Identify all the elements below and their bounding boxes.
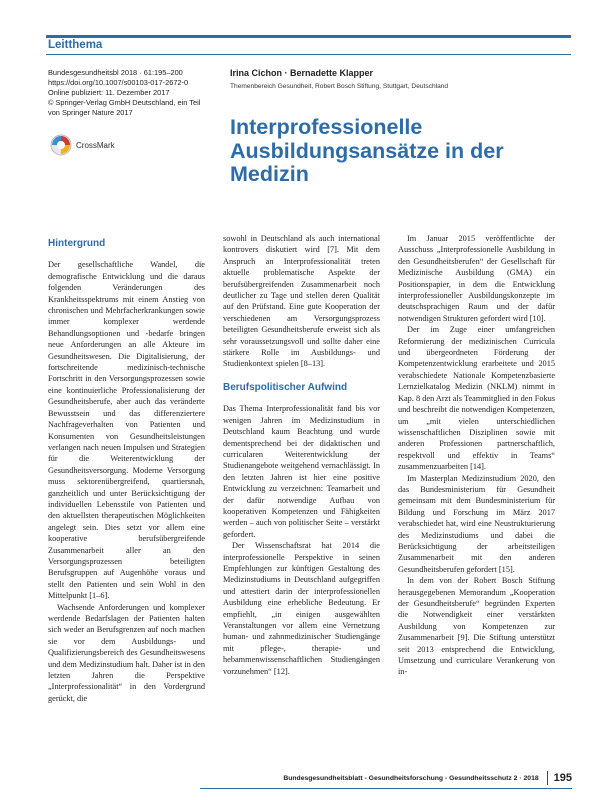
paragraph: Im Masterplan Medizinstudium 2020, den das Bundesministerium für Gesundheit gemeinsam mit dem Bundesministerium für Bildung und Forschung im März 2017 verabschiedet hat, wird eine Neustrukturierung des Medizinstudiums und dabei die Berücksichtigung der arbeitsteiligen Zusammenarbeit mit den anderen Gesundheitsberufen gefordert [15]. — [398, 473, 555, 574]
meta-doi-link[interactable]: https://doi.org/10.1007/s00103-017-2672-0 — [48, 78, 189, 87]
page-footer — [200, 771, 572, 785]
article-title: Interprofessionelle Ausbildungsansätze in der Medizin — [230, 115, 504, 186]
footer-separator — [547, 771, 548, 785]
meta-citation: Bundesgesundheitsbl 2018 · 61:195–200 — [48, 68, 183, 77]
footer-journal: Bundesgesundheitsblatt - Gesundheitsforschung - Gesundheitsschutz 2 · 2018 — [283, 774, 539, 782]
paragraph: In dem von der Robert Bosch Stiftung herausgegebenen Memorandum „Kooperation der Gesundheitsberufe“ begründen Experten die Notwendigkeit einer verstärkten Ausbildung von Kompetenzen zur Zusammenarbeit [9]. Die Stiftung unterstützt seit 2013 entsprechend die Entwicklung, Umsetzung und curriculare Verankerung von in- — [398, 576, 555, 677]
paragraph: Im Januar 2015 veröffentlichte der Ausschuss „Interprofessionelle Ausbildung in den Gesundheitsberufen“ der Gesellschaft für Medizinische Ausbildung (GMA) ein Positionspapier, in dem die Entwicklung interprofessioneller Ausbildungskonzepte im deutschsprachigen Raum und der dafür notwendigen Strukturen gefordert wird [10]. — [398, 234, 555, 323]
section-label: Leitthema — [48, 39, 103, 51]
meta-copyright-cont: von Springer Nature 2017 — [48, 108, 133, 117]
meta-copyright: © Springer-Verlag GmbH Deutschland, ein Teil — [48, 98, 201, 107]
text-column-3 — [398, 233, 555, 678]
page-number: 195 — [553, 772, 572, 784]
meta-published: Online publiziert: 11. Dezember 2017 — [48, 88, 170, 97]
header-rule — [46, 54, 571, 55]
crossmark-icon — [50, 134, 72, 156]
affiliation: Themenbereich Gesundheit, Robert Bosch Stiftung, Stuttgart, Deutschland — [230, 83, 449, 90]
authors: Irina Cichon · Bernadette Klapper — [230, 68, 374, 78]
paragraph: Wachsende Anforderungen und komplexer werdende Bedarfslagen der Patienten halten sich weder an Berufsgrenzen auf noch machen sie vor dem Ausbildungs- und Qualifizierungsbereich des Gesundheitswesens und dem Medizinstudium halt. Daher ist in den letzten Jahren die Perspektive „Interprofessionalität“ in den Vordergrund gerückt, die — [48, 602, 205, 703]
paragraph: Der Wissenschaftsrat hat 2014 die interprofessionelle Perspektive in seinen Empfehlungen zur künftigen Gestaltung des Medizinstudiums in Deutschland aufgegriffen und attestiert darin der interprofessionellen Ausbildung eine erhebliche Bedeutung. Er empfiehlt, „in einigen ausgewählten Veranstaltungen vor allem eine Vernetzung human- und zahnmedizinischer Studiengänge mit pflege-, therapie- und hebammenwissenschaftlichen Studiengängen vorzunehmen“ [12]. — [223, 541, 380, 676]
paragraph: sowohl in Deutschland als auch international kontrovers diskutiert wird [7]. Mit dem Anspruch an Interprofessionalität treten aktuelle problematische Aspekte der berufsübergreifenden Zusammenarbeit noch deutlicher zu Tage und stellen deren Qualität auf den Prüfstand. Eine gute Kooperation der verschiedenen am Versorgungsprozess beteiligten Gesundheitsberufe erweist sich als sehr voraussetzungsvoll und sollte daher eine stärkere Rolle im Ausbildungs- und Studienkontext spielen [8–13]. — [223, 234, 380, 369]
crossmark-badge[interactable] — [50, 134, 115, 156]
heading-hintergrund: Hintergrund — [48, 238, 106, 249]
paragraph: Der im Zuge einer umfangreichen Reformierung der medizinischen Curricula und übergeordneten Förderung der Kompetenzentwicklung erarbeitete und 2015 verabschiedete Nationale Kompetenzbasierte Lernzielkatalog Medizin (NKLM) nimmt in Kap. 8 den Arzt als Teammitglied in den Fokus und beschreibt die notwendigen Kompetenzen, um „mit vielen unterschiedlichen wissenschaftlichen Disziplinen sowie mit anderen Professionen partnerschaftlich, respektvoll und effektiv in Teams“ zusammenzuarbeiten [14]. — [398, 325, 555, 472]
paragraph: Der gesellschaftliche Wandel, die demografische Entwicklung und die daraus folgenden Veränderungen des Krankheitsspektrums mit einem Anstieg von chronischen und Mehrfacherkrankungen sowie immer komplexer werdende Behandlungsoptionen und -bedarfe bringen neue Anforderungen an alle Akteure im Gesundheitswesen. Die Digitalisierung, der fortschreitende medizinisch-technische Fortschritt in den Versorgungsprozessen sowie eine kontinuierliche Professionalisierung der Gesundheitsberufe, aber auch das veränderte Bewusstsein und das differenziertere Nachfrageverhalten von Patienten und Konsumenten von Gesundheitsleistungen verlangen nach neuen Impulsen und Strategien für die Weiterentwicklung der Gesundheitsversorgung. Moderne Versorgung muss sektorenübergreifend, quartiersnah, ganzheitlich und unter Berücksichtigung der individuellen Lebensstile von Patienten und den aktuellsten therapeutischen Möglichkeiten angelegt sein. Dies setzt vor allem eine kooperative berufsübergreifende Zusammenarbeit aller an den Versorgungsprozessen beteiligten Berufsgruppen auf Augenhöhe voraus und stellt den Patienten und sein Wohl in den Mittelpunkt [1–6]. — [48, 260, 205, 601]
heading-berufspolitik: Berufspolitischer Aufwind — [223, 381, 348, 393]
publication-meta — [48, 68, 208, 118]
header-top-rule — [46, 35, 571, 38]
text-column-1 — [48, 238, 205, 704]
footer-rule — [200, 788, 572, 789]
paragraph: Das Thema Interprofessionalität fand bis vor wenigen Jahren im Medizinstudium in Deutschland kaum Beachtung und wurde dementsprechend bei der didaktischen und curricularen Weiterentwicklung der Studienangebote weitgehend vernachlässigt. In den letzten Jahren ist hier eine positive Entwicklung zu verzeichnen: Teamarbeit und der dafür notwendige Aufbau von kooperativen Kompetenzen und Fähigkeiten werden – auch von politischer Seite – verstärkt gefordert. — [223, 404, 380, 539]
text-column-2 — [223, 233, 380, 677]
crossmark-label: CrossMark — [76, 140, 115, 150]
